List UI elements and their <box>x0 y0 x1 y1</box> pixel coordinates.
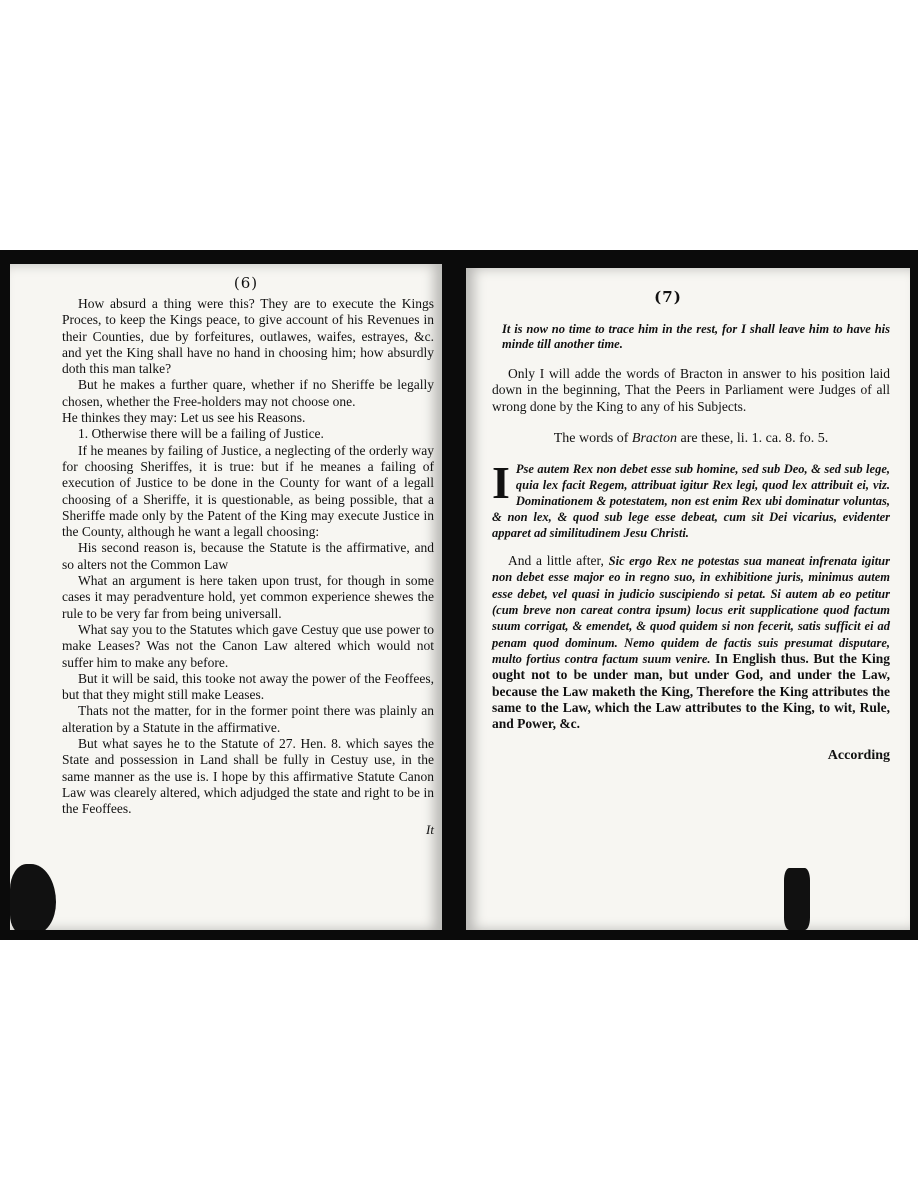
ink-blot-mark <box>10 864 56 930</box>
after-latin: Sic ergo Rex ne potestas sua maneat infrenata igitur non debet esse major eo in regno suo, in exhibitione juris, minimus autem esse debet, vel quasi in judicio suscipiendo si petat. Si autem ab eo petitur (cum breve non careat contra ipsum) locus erit supplicatione quod factum suum corrigat, & emendet, & quod quidem si non fecerit, satis sufficit ei ad penam quod dominum. Nemo quidem de factis suis presumat disputare, multo fortius contra factum suum venire. <box>492 554 890 666</box>
after-english: In English thus. But the King ought not to be under man, but under God, and under the Law, because the Law maketh the King, Therefore the King attributes the same to the Law, which the Law attributes to the King, to wit, Rule, and Power, &c. <box>492 650 890 732</box>
paragraph: Thats not the matter, for in the former point there was plainly an alteration by a Statute in the affirmative. <box>62 703 434 735</box>
catchword-right: According <box>827 748 890 764</box>
paragraph: But what sayes he to the Statute of 27. Hen. 8. which sayes the State and possession in Land shall be fully in Cestuy use, in the same manner as the use is. I hope by this affirmative Statute Canon Law was clearely altered, which adjudged the state and right to be in the Feoffees. <box>62 736 434 817</box>
words-heading-suffix: are these, li. 1. ca. 8. fo. 5. <box>677 430 829 446</box>
latin-quote <box>492 457 890 541</box>
book-gutter <box>442 250 466 940</box>
page-number-left: (6) <box>233 274 259 292</box>
paragraph: What say you to the Statutes which gave Cestuy que use power to make Leases? Was not the Canon Law altered which would not suffer him to make any before. <box>62 621 434 670</box>
left-page-body <box>10 292 442 838</box>
drop-cap: I <box>492 457 510 509</box>
words-heading <box>492 431 890 447</box>
paragraph: He thinkes they may: Let us see his Reasons. <box>62 410 306 426</box>
paragraph: His second reason is, because the Statute is the affirmative, and so alters not the Common Law <box>62 540 434 572</box>
words-heading-name: Bracton <box>631 430 678 446</box>
paragraph: 1. Otherwise there will be a failing of Justice. <box>78 426 324 442</box>
paragraph: But he makes a further quare, whether if no Sheriffe be legally chosen, whether the Free-holders may not choose one. <box>62 377 434 409</box>
italic-note: It is now no time to trace him in the rest, for I shall leave him to have his minde till another time. <box>502 322 890 351</box>
left-page <box>10 264 442 930</box>
paragraph: How absurd a thing were this? They are to execute the Kings Proces, to keep the Kings peace, to give account of his Revenues in their Counties, due by forfeitures, outlawes, waifes, estrayes, &c. and yet the King shall have no hand in choosing him; how absurdly doth this man talke? <box>62 296 434 377</box>
intro-paragraph: Only I will adde the words of Bracton in answer to his position laid down in the beginning, That the Peers in Parliament were Judges of all wrong done by the King to any of his Subjects. <box>492 366 890 414</box>
right-page-body <box>466 306 910 765</box>
right-page <box>466 268 910 930</box>
ink-blot-mark <box>784 868 810 930</box>
page-number-right: (7) <box>654 288 682 306</box>
paragraph: What an argument is here taken upon trust, for though in some cases it may peradventure hold, yet common experience shewes the rule to be very far from being universall. <box>62 573 434 621</box>
paragraph: But it will be said, this tooke not away the power of the Feoffees, but that they might still make Leases. <box>62 670 434 703</box>
after-paragraph <box>492 553 890 732</box>
catchword-left: It <box>426 821 434 837</box>
words-heading-prefix: The words of <box>553 430 632 446</box>
paragraph: If he meanes by failing of Justice, a neglecting of the orderly way for choosing Sheriffes, it is true: but if he meanes a failing of execution of Justice to be done in the County for want of a legall choosing of a Sheriffe, it is questionable, as being possible, that a Sheriffe made only by the Patent of the King may execute Justice in the County, although he want a legall choosing: <box>62 442 434 540</box>
book-spread <box>0 250 918 940</box>
latin-quote-text: Pse autem Rex non debet esse sub homine, sed sub Deo, & sed sub lege, quia lex facit Regem, attribuat igitur Rex legi, quod lex attribuit ei, viz. Dominationem & potestatem, non est enim Rex ubi dominatur voluntas, & non lex, & quod sub lege esse debeat, cum sit Dei vicarius, evidenter apparet ad similitudinem Jesu Christi. <box>492 462 890 541</box>
after-prefix: And a little after, <box>508 553 609 569</box>
